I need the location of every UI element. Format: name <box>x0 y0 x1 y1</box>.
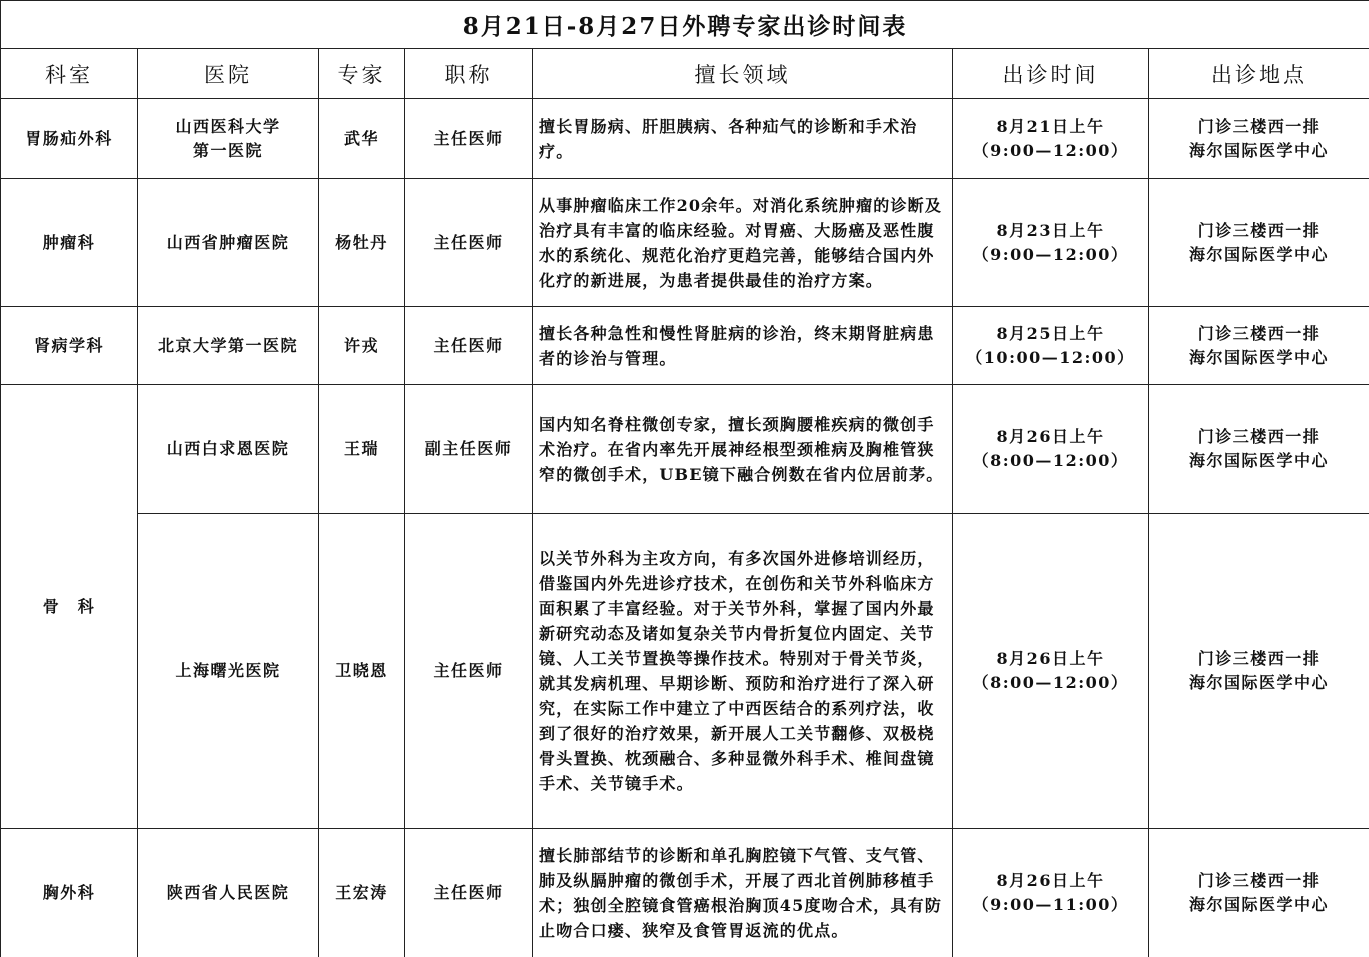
place-cell <box>1149 179 1369 307</box>
visit-hours: （9:00—11:00） <box>972 895 1129 914</box>
dept-cell: 胸外科 <box>1 829 138 957</box>
dept-cell: 肿瘤科 <box>1 179 138 307</box>
place-line: 门诊三楼西一排 <box>1197 871 1321 890</box>
rank-cell: 主任医师 <box>405 179 533 307</box>
visit-hours: （9:00—12:00） <box>972 244 1129 264</box>
expert-cell: 卫晓恩 <box>319 514 405 829</box>
header-time: 出诊时间 <box>953 49 1149 99</box>
visit-hours: （10:00—12:00） <box>966 347 1135 367</box>
table-title: 8月21日-8月27日外聘专家出诊时间表 <box>1 1 1369 49</box>
expert-cell: 杨牡丹 <box>319 179 405 307</box>
specialty-cell: 擅长胃肠病、肝胆胰病、各种疝气的诊断和手术治疗。 <box>533 99 953 179</box>
place-line: 门诊三楼西一排 <box>1197 649 1321 668</box>
place-cell <box>1149 385 1369 514</box>
time-cell <box>953 307 1149 385</box>
expert-cell: 武华 <box>319 99 405 179</box>
visit-date: 8月21日上午 <box>996 116 1105 136</box>
place-cell <box>1149 829 1369 957</box>
hospital-line: 第一医院 <box>192 140 263 160</box>
expert-cell: 王瑞 <box>319 385 405 514</box>
place-line: 门诊三楼西一排 <box>1197 323 1321 343</box>
visit-hours: （9:00—12:00） <box>972 140 1129 160</box>
expert-cell: 许戎 <box>319 307 405 385</box>
table-row <box>1 179 1369 307</box>
hospital-line: 山西医科大学 <box>175 116 281 136</box>
place-cell <box>1149 514 1369 829</box>
place-line: 门诊三楼西一排 <box>1197 427 1321 446</box>
hospital-cell: 上海曙光医院 <box>138 514 319 829</box>
specialty-cell: 国内知名脊柱微创专家，擅长颈胸腰椎疾病的微创手术治疗。在省内率先开展神经根型颈椎病及胸椎管狭窄的微创手术，UBE镜下融合例数在省内位居前茅。 <box>533 385 953 514</box>
header-dept: 科室 <box>1 49 138 99</box>
visit-hours: （8:00—12:00） <box>972 451 1129 470</box>
dept-cell: 肾病学科 <box>1 307 138 385</box>
place-line: 海尔国际医学中心 <box>1189 140 1330 160</box>
visit-date: 8月25日上午 <box>996 323 1105 343</box>
rank-cell: 副主任医师 <box>405 385 533 514</box>
place-line: 海尔国际医学中心 <box>1189 673 1330 692</box>
hospital-cell <box>138 99 319 179</box>
table-row <box>1 829 1369 957</box>
rank-cell: 主任医师 <box>405 99 533 179</box>
hospital-cell: 山西白求恩医院 <box>138 385 319 514</box>
header-expert: 专家 <box>319 49 405 99</box>
rank-cell: 主任医师 <box>405 829 533 957</box>
specialty-cell: 擅长肺部结节的诊断和单孔胸腔镜下气管、支气管、肺及纵膈肿瘤的微创手术，开展了西北首例肺移植手术；独创全腔镜食管癌根治胸顶45度吻合术，具有防止吻合口瘘、狭窄及食管胃返流的优点。 <box>533 829 953 957</box>
time-cell <box>953 514 1149 829</box>
header-place: 出诊地点 <box>1149 49 1369 99</box>
place-line: 海尔国际医学中心 <box>1189 895 1330 914</box>
visit-date: 8月23日上午 <box>996 220 1105 240</box>
rank-cell: 主任医师 <box>405 307 533 385</box>
dept-cell: 胃肠疝外科 <box>1 99 138 179</box>
header-row <box>1 49 1369 99</box>
place-line: 门诊三楼西一排 <box>1197 220 1321 240</box>
hospital-cell: 北京大学第一医院 <box>138 307 319 385</box>
rank-cell: 主任医师 <box>405 514 533 829</box>
table-row <box>1 514 1369 829</box>
hospital-cell: 陕西省人民医院 <box>138 829 319 957</box>
place-line: 海尔国际医学中心 <box>1189 347 1330 367</box>
time-cell <box>953 829 1149 957</box>
place-line: 门诊三楼西一排 <box>1197 116 1321 136</box>
visit-date: 8月26日上午 <box>996 649 1105 668</box>
specialty-cell: 擅长各种急性和慢性肾脏病的诊治，终末期肾脏病患者的诊治与管理。 <box>533 307 953 385</box>
time-cell <box>953 99 1149 179</box>
place-cell <box>1149 307 1369 385</box>
hospital-cell: 山西省肿瘤医院 <box>138 179 319 307</box>
place-line: 海尔国际医学中心 <box>1189 451 1330 470</box>
time-cell <box>953 385 1149 514</box>
dept-cell: 骨 科 <box>1 385 138 829</box>
header-specialty: 擅长领域 <box>533 49 953 99</box>
specialty-cell: 从事肿瘤临床工作20余年。对消化系统肿瘤的诊断及治疗具有丰富的临床经验。对胃癌、大肠癌及恶性腹水的系统化、规范化治疗更趋完善，能够结合国内外化疗的新进展，为患者提供最佳的治疗方案。 <box>533 179 953 307</box>
visit-date: 8月26日上午 <box>996 427 1105 446</box>
table-row <box>1 99 1369 179</box>
table-row <box>1 385 1369 514</box>
place-line: 海尔国际医学中心 <box>1189 244 1330 264</box>
place-cell <box>1149 99 1369 179</box>
visit-hours: （8:00—12:00） <box>972 673 1129 692</box>
expert-cell: 王宏涛 <box>319 829 405 957</box>
time-cell <box>953 179 1149 307</box>
table-row <box>1 307 1369 385</box>
specialty-cell: 以关节外科为主攻方向，有多次国外进修培训经历，借鉴国内外先进诊疗技术，在创伤和关节外科临床方面积累了丰富经验。对于关节外科，掌握了国内外最新研究动态及诸如复杂关节内骨折复位内固定、关节镜、人工关节置换等操作技术。特别对于骨关节炎，就其发病机理、早期诊断、预防和治疗进行了深入研究，在实际工作中建立了中西医结合的系列疗法，收到了很好的治疗效果，新开展人工关节翻修、双极桡骨头置换、枕颈融合、多种显微外科手术、椎间盘镜手术、关节镜手术。 <box>533 514 953 829</box>
header-rank: 职称 <box>405 49 533 99</box>
visit-date: 8月26日上午 <box>996 871 1105 890</box>
header-hospital: 医院 <box>138 49 319 99</box>
